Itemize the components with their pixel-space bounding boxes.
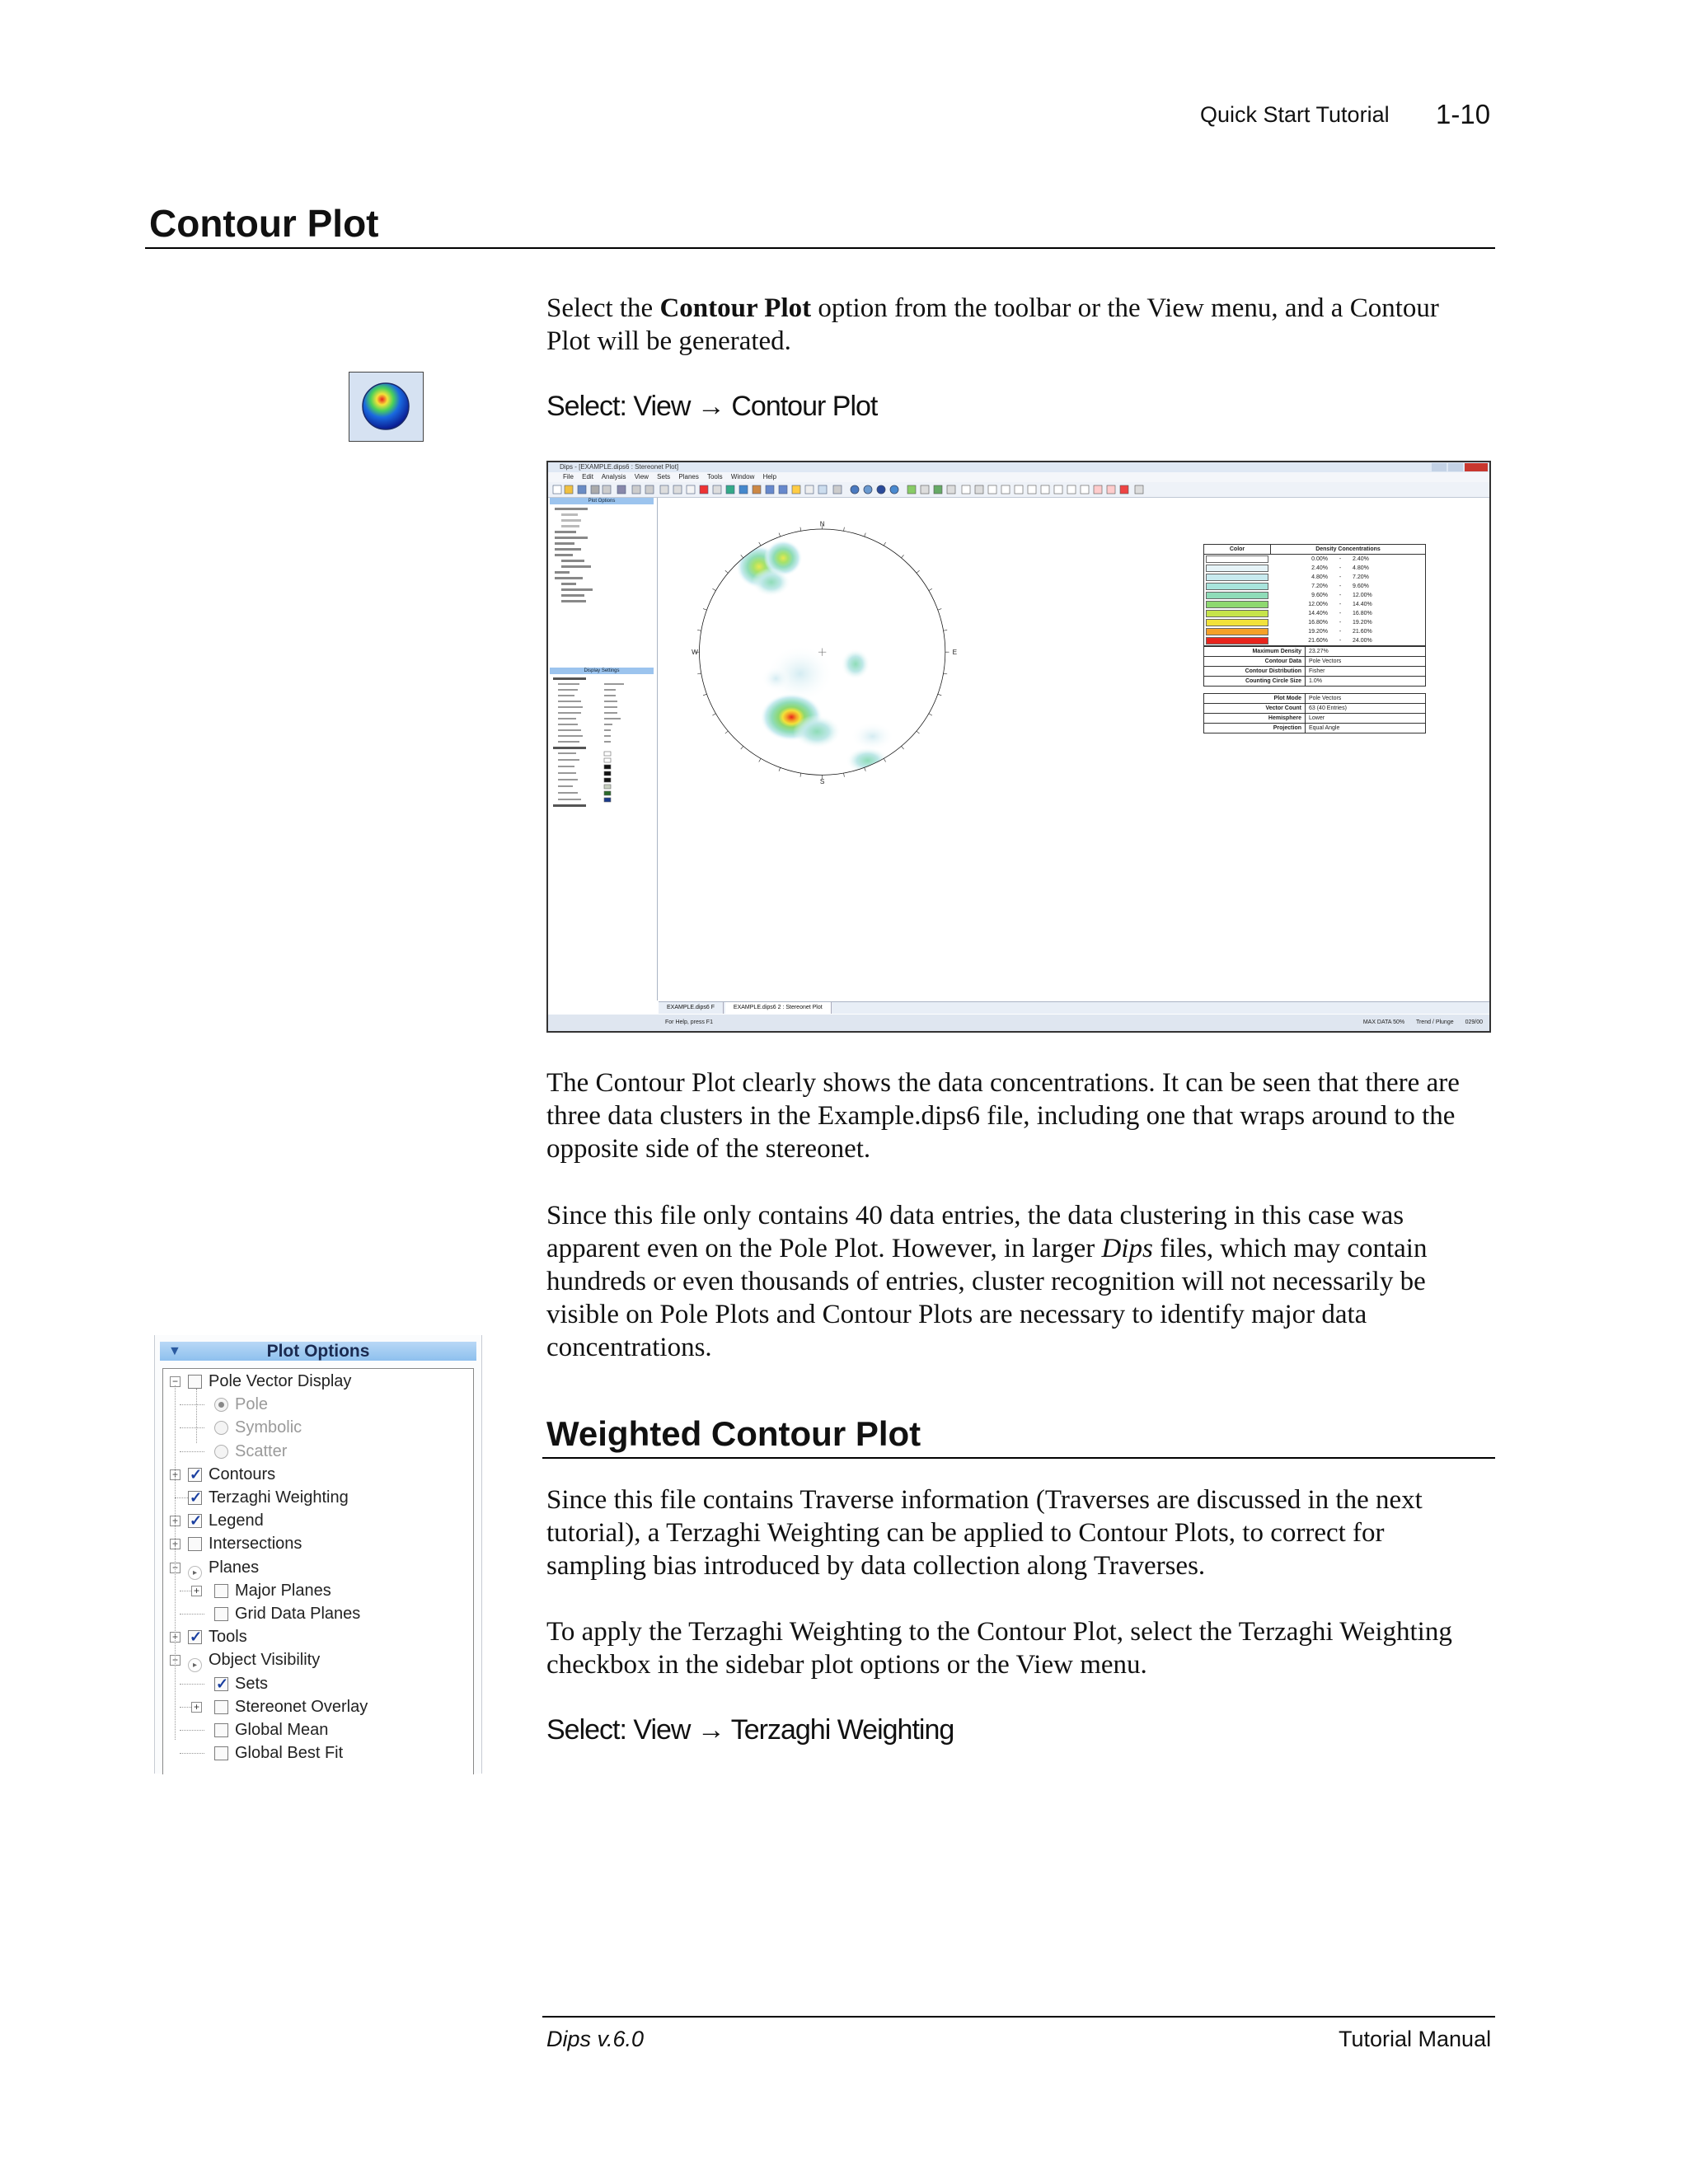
stereonet-tick: [884, 542, 885, 546]
plot-option-stereonet-overlay[interactable]: [214, 1696, 368, 1718]
legend-swatch: [1206, 610, 1268, 617]
legend-row: [1204, 627, 1425, 636]
stereonet-tick: [929, 714, 932, 715]
stereonet-tick: [800, 773, 801, 777]
section-title-weighted-contour-plot: Weighted Contour Plot: [546, 1414, 921, 1453]
menu-file[interactable]: File: [563, 473, 574, 480]
tree-connector: [180, 1753, 204, 1754]
plot-option-contours[interactable]: [188, 1464, 275, 1485]
select-terzaghi-instruction: Select: View → Terzaghi Weighting: [546, 1714, 954, 1746]
status-help: For Help, press F1: [665, 1019, 713, 1025]
tree-connector: [180, 1427, 204, 1428]
legend-info-row: [1204, 713, 1425, 723]
stereonet-tick: [902, 746, 904, 749]
legend-dash: -: [1339, 574, 1342, 580]
section-rule: [145, 247, 1495, 249]
legend-swatch: [1206, 555, 1268, 563]
legend-dash: -: [1339, 556, 1342, 562]
stereonet-tick: [779, 767, 781, 771]
checkbox[interactable]: [214, 1723, 228, 1737]
north-label: N: [819, 520, 825, 528]
stereonet-tick: [884, 758, 885, 762]
status-coords: 029/00: [1465, 1019, 1483, 1025]
plot-option-label: Object Visibility: [209, 1651, 321, 1670]
plot-option-label: Pole Vector Display: [209, 1372, 352, 1390]
legend-rows: [1204, 555, 1425, 645]
minimize-window-button[interactable]: [1432, 463, 1447, 471]
legend-dash: -: [1339, 565, 1342, 571]
stereonet-tick: [741, 555, 743, 558]
intro-paragraph: Select the Contour Plot option from the toolbar or the View menu, and a Contour Plot will be generated.: [546, 293, 1439, 356]
document-tabs: [659, 1001, 1489, 1014]
menu-sets[interactable]: Sets: [657, 473, 671, 480]
west-label: W: [692, 649, 698, 657]
radio-button[interactable]: [214, 1445, 228, 1459]
tree-connector: [180, 1614, 204, 1615]
tab-example-file[interactable]: EXAMPLE.dips6 F: [659, 1002, 724, 1014]
stereonet-tick: [725, 570, 729, 573]
legend-swatch: [1206, 565, 1268, 572]
legend-from: 19.20%: [1308, 629, 1328, 635]
plot-option-label: Symbolic: [235, 1418, 302, 1437]
plot-option-grid-data-planes[interactable]: [214, 1603, 360, 1624]
legend-info-value: Lower: [1309, 715, 1325, 721]
sidebar-tree-lines: [551, 506, 654, 671]
stereonet-tick: [741, 746, 743, 749]
legend-row: [1204, 600, 1425, 609]
stereonet-tick: [865, 533, 866, 537]
plot-options-panel: [154, 1335, 482, 1774]
footer-manual: Tutorial Manual: [1339, 2027, 1492, 2051]
legend-row: [1204, 591, 1425, 600]
stereonet-tick: [844, 527, 845, 532]
collapse-icon[interactable]: −: [170, 1563, 181, 1573]
menu-tools[interactable]: Tools: [706, 473, 723, 480]
plot-option-label: Terzaghi Weighting: [209, 1488, 349, 1507]
radio-button[interactable]: [214, 1398, 228, 1412]
legend-info-row: [1204, 656, 1425, 666]
legend-info-value: Equal Angle: [1309, 725, 1340, 731]
app-menu-bar: [548, 472, 1489, 482]
legend-dash: -: [1339, 629, 1342, 635]
legend-info-key: Maximum Density: [1204, 647, 1306, 656]
legend-to: 12.00%: [1353, 593, 1372, 598]
legend-row: [1204, 636, 1425, 645]
stereonet-tick: [917, 570, 920, 573]
legend-info-row: [1204, 666, 1425, 676]
stereonet-tick: [917, 731, 920, 733]
menu-view[interactable]: View: [634, 473, 649, 480]
checkbox[interactable]: [188, 1491, 202, 1505]
legend-info2: [1203, 693, 1426, 733]
plot-option-label: Global Best Fit: [235, 1744, 344, 1763]
plot-option-label: Scatter: [235, 1441, 288, 1460]
legend-info-row: [1204, 703, 1425, 713]
dips-term: Dips: [1101, 1234, 1153, 1263]
close-window-button[interactable]: [1465, 463, 1488, 471]
plot-option-label: Global Mean: [235, 1721, 329, 1739]
checkbox[interactable]: [188, 1468, 202, 1482]
legend-info-key: Hemisphere: [1204, 714, 1306, 723]
stereonet-tick: [725, 731, 729, 733]
legend-row: [1204, 564, 1425, 573]
tree-connector: [180, 1707, 191, 1708]
menu-planes[interactable]: Planes: [678, 473, 699, 480]
checkbox[interactable]: [214, 1584, 228, 1598]
app-title-bar: [548, 462, 1489, 472]
checkbox[interactable]: [214, 1700, 228, 1714]
select-contour-plot-instruction: Select: View → Contour Plot: [546, 391, 878, 422]
legend-from: 12.00%: [1308, 602, 1328, 607]
plot-option-legend[interactable]: [188, 1510, 264, 1531]
legend-dash: -: [1339, 638, 1342, 644]
expand-icon[interactable]: +: [191, 1586, 202, 1596]
legend-swatch: [1206, 583, 1268, 590]
plot-option-label: Major Planes: [235, 1581, 331, 1600]
menu-help[interactable]: Help: [762, 473, 777, 480]
stereonet-tick: [703, 694, 706, 696]
expand-icon[interactable]: +: [170, 1632, 181, 1643]
legend-info-row: [1204, 694, 1425, 703]
checkbox[interactable]: [188, 1537, 202, 1551]
footer-product: Dips v.6.0: [546, 2027, 645, 2051]
sidebar-header-plot-options[interactable]: Plot Options: [550, 498, 654, 504]
legend-swatch: [1206, 637, 1268, 644]
expand-icon[interactable]: +: [170, 1516, 181, 1526]
legend-col-color: Color: [1204, 545, 1271, 554]
legend-info-value: 23.27%: [1309, 649, 1329, 654]
checkbox[interactable]: [214, 1746, 228, 1760]
contour-fills: [736, 540, 894, 774]
legend-info-key: Vector Count: [1204, 704, 1306, 713]
legend-dash: -: [1339, 620, 1342, 626]
legend-info: [1203, 646, 1426, 687]
legend-row: [1204, 555, 1425, 564]
checkbox[interactable]: [188, 1514, 202, 1528]
stereonet-tick: [759, 758, 761, 762]
stereonet-tick: [938, 694, 941, 696]
stereonet-tick: [929, 588, 932, 590]
toolbar-icons[interactable]: [548, 482, 1489, 497]
legend-row: [1204, 609, 1425, 618]
legend-to: 19.20%: [1353, 620, 1372, 626]
legend-dash: -: [1339, 611, 1342, 616]
legend-row: [1204, 618, 1425, 627]
legend-from: 14.40%: [1308, 611, 1328, 616]
tab-stereonet-plot[interactable]: EXAMPLE.dips6 2 : Stereonet Plot: [725, 1002, 832, 1014]
legend-swatch: [1206, 628, 1268, 635]
legend-dash: -: [1339, 602, 1342, 607]
legend-to: 2.40%: [1353, 556, 1369, 562]
plot-option-tools[interactable]: [188, 1626, 247, 1647]
header-section: Quick Start Tutorial: [1200, 102, 1390, 127]
legend-swatch: [1206, 601, 1268, 608]
status-max-data: MAX DATA 50%: [1362, 1019, 1405, 1025]
tree-connector: [175, 1497, 188, 1498]
stereonet-tick: [800, 527, 801, 532]
legend-to: 24.00%: [1353, 638, 1372, 644]
legend-swatch: [1206, 574, 1268, 581]
paragraph-traverse: Since this file contains Traverse information (Traverses are discussed in the next tutorial), a Terzaghi Weighting can be applied to Contour Plots, to correct for sampling bias introduced by data collection along Traverses.: [546, 1485, 1423, 1581]
legend-info-row: [1204, 676, 1425, 686]
expand-icon[interactable]: +: [170, 1469, 181, 1480]
plot-option-label: Legend: [209, 1511, 264, 1530]
legend-to: 16.80%: [1353, 611, 1372, 616]
checkbox[interactable]: [214, 1677, 228, 1691]
legend-info-key: Plot Mode: [1204, 694, 1306, 703]
plot-option-sets[interactable]: [214, 1673, 268, 1694]
dips-app-screenshot: [546, 461, 1491, 1033]
legend-info-value: 1.0%: [1309, 678, 1322, 684]
plot-option-global-mean[interactable]: [214, 1719, 328, 1741]
maximize-window-button[interactable]: [1448, 463, 1463, 471]
paragraph-apply-terzaghi: To apply the Terzaghi Weighting to the Contour Plot, select the Terzaghi Weighting checkbox in the sidebar plot options or the View menu.: [546, 1617, 1452, 1680]
legend-info-key: Contour Data: [1204, 657, 1306, 666]
menu-window[interactable]: Window: [730, 473, 755, 480]
plot-option-object-visibility[interactable]: [188, 1649, 320, 1671]
legend-info-key: Contour Distribution: [1204, 667, 1306, 676]
stereonet-tick: [697, 673, 701, 674]
plot-option-label: Contours: [209, 1465, 276, 1483]
stereonet-tick: [703, 609, 706, 611]
status-mode: Trend / Plunge: [1415, 1019, 1454, 1025]
checkbox[interactable]: [188, 1375, 202, 1389]
plot-option-intersections[interactable]: [188, 1533, 302, 1554]
legend-info-value: Pole Vectors: [1309, 658, 1342, 664]
tree-connector: [180, 1730, 204, 1731]
plot-options-header[interactable]: ▼ Plot Options: [160, 1342, 476, 1361]
legend-info-row: [1204, 723, 1425, 733]
tree-connector: [180, 1684, 204, 1685]
section2-rule: [542, 1457, 1495, 1459]
menu-edit[interactable]: Edit: [582, 473, 593, 480]
sidebar-header-display-settings[interactable]: Display Settings: [550, 668, 654, 674]
running-header: [1200, 102, 1390, 128]
plot-option-pole[interactable]: [214, 1394, 268, 1415]
plot-option-label: Sets: [235, 1674, 269, 1693]
legend-info-value: 63 (40 Entries): [1309, 705, 1347, 711]
legend-from: 9.60%: [1311, 593, 1328, 598]
stereonet-tick: [944, 673, 948, 674]
legend-from: 7.20%: [1311, 583, 1328, 589]
stereonet-tick: [779, 533, 781, 537]
legend-row: [1204, 573, 1425, 582]
legend-info-value: Pole Vectors: [1309, 696, 1342, 701]
legend-to: 14.40%: [1353, 602, 1372, 607]
expand-icon[interactable]: +: [170, 1539, 181, 1549]
collapse-chevron-icon[interactable]: ▼: [168, 1344, 181, 1358]
legend-row: [1204, 582, 1425, 591]
plot-option-scatter[interactable]: [214, 1441, 287, 1462]
plot-option-label: Grid Data Planes: [235, 1605, 361, 1623]
legend-info-row: [1204, 646, 1425, 656]
plot-option-planes[interactable]: [188, 1557, 259, 1578]
plot-option-global-best-fit[interactable]: [214, 1742, 343, 1764]
paragraph-data-concentrations: The Contour Plot clearly shows the data concentrations. It can be seen that there are three data clusters in the Example.dips6 file, including one that wraps around to the opposite side of the stereonet.: [546, 1068, 1460, 1164]
collapse-icon[interactable]: −: [170, 1655, 181, 1666]
plot-option-label: Planes: [209, 1558, 260, 1577]
stereonet-tick: [938, 609, 941, 611]
plot-option-label: Intersections: [209, 1535, 302, 1554]
page-number: 1-10: [1436, 99, 1491, 129]
plot-options-tree: [162, 1368, 474, 1774]
checkbox[interactable]: [188, 1630, 202, 1644]
plot-option-major-planes[interactable]: [214, 1580, 331, 1601]
tree-vertical-line: [175, 1385, 176, 1740]
legend-dash: -: [1339, 593, 1342, 598]
paragraph-clustering: Since this file only contains 40 data entries, the data clustering in this case was apparent even on the Pole Plot. However, in larger Dips files, which may contain hundreds or even thousands of entries, cluster recognition will not necessarily be visible on Pole Plots and Contour Plots are necessary to identify major data concentrations.: [546, 1201, 1428, 1362]
legend-from: 2.40%: [1311, 565, 1328, 571]
legend-to: 4.80%: [1353, 565, 1369, 571]
footer-rule: [542, 2016, 1495, 2018]
plot-option-terzaghi-weighting[interactable]: [188, 1487, 349, 1508]
legend-swatch: [1206, 619, 1268, 626]
stereonet-tick: [865, 767, 866, 771]
radio-button[interactable]: [214, 1421, 228, 1435]
legend-to: 21.60%: [1353, 629, 1372, 635]
group-arrow-icon[interactable]: ▸: [188, 1566, 202, 1580]
stereonet-tick: [712, 714, 715, 715]
legend-info-key: Projection: [1204, 724, 1306, 733]
legend-from: 16.80%: [1308, 620, 1328, 626]
app-title: Dips - [EXAMPLE.dips6 : Stereonet Plot]: [560, 463, 679, 471]
tree-connector: [180, 1404, 204, 1405]
legend-swatch: [1206, 592, 1268, 599]
legend-info-value: Fisher: [1309, 668, 1325, 674]
legend-from: 4.80%: [1311, 574, 1328, 580]
group-arrow-icon[interactable]: ▸: [188, 1658, 202, 1672]
plot-option-label: Tools: [209, 1628, 247, 1647]
app-toolbar: [548, 482, 1489, 498]
contour-sphere-icon: [349, 373, 423, 441]
expand-icon[interactable]: +: [191, 1702, 202, 1713]
sidebar-settings-grid: [551, 676, 654, 865]
tree-connector: [180, 1451, 204, 1452]
legend-to: 7.20%: [1353, 574, 1369, 580]
plot-option-label: Pole: [235, 1395, 269, 1414]
legend-info-key: Counting Circle Size: [1204, 677, 1306, 686]
menu-analysis[interactable]: Analysis: [601, 473, 626, 480]
legend-from: 21.60%: [1308, 638, 1328, 644]
plot-option-pole-vector-display[interactable]: [188, 1371, 351, 1392]
east-label: E: [952, 649, 958, 657]
collapse-icon[interactable]: −: [170, 1376, 181, 1387]
contour-legend: [1203, 544, 1426, 733]
contour-plot-term: Contour Plot: [659, 293, 812, 323]
tree-vertical-line: [196, 1389, 197, 1443]
plot-option-label: Stereonet Overlay: [235, 1697, 368, 1716]
legend-dash: -: [1339, 583, 1342, 589]
stereonet-tick: [902, 555, 904, 558]
section-title-contour-plot: Contour Plot: [149, 202, 379, 245]
checkbox[interactable]: [214, 1607, 228, 1621]
stereonet-tick: [844, 773, 845, 777]
south-label: S: [819, 777, 825, 785]
legend-from: 0.00%: [1311, 556, 1328, 562]
status-bar: [548, 1015, 1489, 1031]
contour-plot-toolbar-icon[interactable]: [349, 372, 424, 442]
stereonet-tick: [712, 588, 715, 590]
app-sidebar: [548, 498, 658, 1001]
legend-to: 9.60%: [1353, 583, 1369, 589]
legend-col-density: Density Concentrations: [1315, 546, 1381, 552]
plot-option-symbolic[interactable]: [214, 1417, 302, 1438]
stereonet-tick: [759, 542, 761, 546]
